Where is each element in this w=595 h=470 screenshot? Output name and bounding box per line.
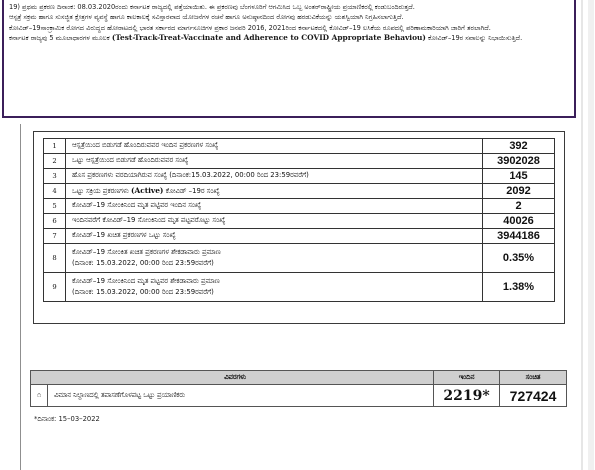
date-footnote: *ದಿನಾಂಕ: 15–03–2022 <box>34 415 100 423</box>
row-label: ಕೋವಿಡ್–19 ಖಚಿತ ಪ್ರಕರಣಗಳ ಒಟ್ಟು ಸಂಖ್ಯೆ <box>66 229 483 244</box>
intro-paragraph-1: 19) ಪ್ರಥಮ ಪ್ರಕರಣ ದಿನಾಂಕ: 08.03.2020ರಂದು ಕರ್ನಾಟಕ ರಾಜ್ಯದಲ್ಲಿ ಪತ್ತೆಯಾಯಿತು. ಈ ಪ್ರಕರಣವು ಬೆಂಗಳೂರಿಗೆ ಆಗಮಿಸಿದ ಒಬ್ಬ ಅಂತರ್‌ರಾಷ್ಟ್ರೀಯ ಪ್ರಯಾಣಿಕರಲ್ಲಿ ಕಂಡುಬಂದಿರುತ್ತದೆ. <box>9 3 415 11</box>
header-total: ಸಂಚಿತ <box>500 371 567 385</box>
row-label-line: ಕೋವಿಡ್–19 ಸೋಂಕಿನಿಂದ ಮೃತ ಪಟ್ಟವರ ಶೇಕಡಾವಾರು ಪ್ರಮಾಣ <box>72 276 220 285</box>
table-row <box>44 229 555 244</box>
row-label-suffix: ಕೋವಿಡ್ –19ರ ಸಂಖ್ಯೆ <box>165 186 220 195</box>
row-value: 145 <box>483 169 555 184</box>
intro-text-box <box>2 0 576 118</box>
table-row <box>44 139 555 154</box>
row-label-line: ಕೋವಿಡ್–19 ಸೋಂಕಿತ ಖಚಿತ ಪ್ರಕರಣಗಳ ಶೇಕಡಾವಾರು ಪ್ರಮಾಣ <box>72 247 221 256</box>
row-number: 8 <box>44 244 66 273</box>
row-value: 2 <box>483 199 555 214</box>
header-description: ವಿವರಗಳು <box>31 371 434 385</box>
row-label: ಒಟ್ಟು ಆಸ್ಪತ್ರೆಯಿಂದ ಬಿಡುಗಡೆ ಹೊಂದಿರುವವರ ಸಂಖ್ಯೆ <box>66 154 483 169</box>
row-label-date: (ದಿನಾಂಕ: 15.03.2022, 00:00 ರಿಂದ 23:59ರವರೆಗೆ) <box>72 288 214 296</box>
row-value: 0.35% <box>483 244 555 273</box>
row-value: 3944186 <box>483 229 555 244</box>
row-value: 392 <box>483 139 555 154</box>
row-label: ಹೊಸ ಪ್ರಕರಣಗಳು ವರದಿಯಾಗಿರುವ ಸಂಖ್ಯೆ (ದಿನಾಂಕ:15.03.2022, 00:00 ರಿಂದ 23:59ರವರೆಗೆ) <box>66 169 483 184</box>
row-value: 1.38% <box>483 273 555 302</box>
right-edge-stripe <box>581 0 583 470</box>
intro-paragraph-3: ಕೋವಿಡ್–19ಸಾಂಕ್ರಾಮಿಕ ರೋಗದ ವಿರುದ್ಧದ ಹೋರಾಟದಲ್ಲಿ ಭಾರತ ಸರ್ಕಾರದ ಮಾರ್ಗಸೂಚಿಗಳ ಪ್ರಕಾರ ಜನವರಿ 2016, 2021ರಿಂದ ಕರ್ನಾಟಕದಲ್ಲಿ ಕೋವಿಡ್–19 ಲಸಿಕೆಯ ರೂಪದಲ್ಲಿ ಪರಿಣಾಮಕಾರಿಯಾಗಿ ಜಾರಿಗೆ ತರಲಾಗಿದೆ. <box>9 23 491 32</box>
row-label: ಆಸ್ಪತ್ರೆಯಿಂದ ಬಿಡುಗಡೆ ಹೊಂದಿರುವವರ ಇಂದಿನ ಪ್ರಕರಣಗಳ ಸಂಖ್ಯೆ <box>66 139 483 154</box>
active-label: (Active) <box>130 185 164 195</box>
row-number: 3 <box>44 169 66 184</box>
row-label: ಇಂದಿನವರೆಗೆ ಕೋವಿಡ್–19 ಸೋಂಕಿನಿಂದ ಮೃತ ಪಟ್ಟವರೊಟ್ಟು ಸಂಖ್ಯೆ <box>66 214 483 229</box>
table-header-row <box>31 371 567 385</box>
row-value: 40026 <box>483 214 555 229</box>
table-row <box>44 214 555 229</box>
row-number: 9 <box>44 273 66 302</box>
intro-paragraph-4 <box>9 33 566 43</box>
row-description: ವಿಮಾನ ನಿಲ್ದಾಣದಲ್ಲಿ ತಪಾಸಣೆಗೊಳಪಟ್ಟ ಒಟ್ಟು ಪ್ರಯಾಣಿಕರು <box>47 385 433 407</box>
row-number: ೧ <box>31 385 48 407</box>
row-today-value: 2219* <box>434 385 500 407</box>
row-number: 7 <box>44 229 66 244</box>
table-row <box>44 273 555 302</box>
strategy-title: (Test-Track-Treat-Vaccinate and Adherence to COVID Appropriate Behaviou) <box>111 33 426 43</box>
row-number: 1 <box>44 139 66 154</box>
table-row <box>44 244 555 273</box>
details-table <box>30 370 567 407</box>
intro-paragraph-4-prefix: ಕರ್ನಾಟಕ ರಾಜ್ಯವು 5 ಮೂಲಾಧಾರಗಳ ಮೂಲಕ <box>9 34 110 43</box>
row-label: ಕೋವಿಡ್–19 ಸೋಂಕಿನಿಂದ ಮೃತ ಪಟ್ಟಿವರ ಇಂದಿನ ಸಂಖ್ಯೆ <box>66 199 483 214</box>
intro-paragraph-4-suffix: ಕೋವಿಡ್–19ರ ಸವಾಲನ್ನು ನಿಭಾಯಿಸುತ್ತಿದೆ. <box>428 34 523 43</box>
row-number: 5 <box>44 199 66 214</box>
intro-paragraph-2: ಆಸ್ಪತ್ರೆ ಸಕ್ರಮ ಹಾಗೂ ಸುಸಜ್ಜಿತ ಕ್ಷೇತ್ರಗಳ ವ್ಯವಸ್ಥೆ ಹಾಗೂ ಕಾಲಕಾಲಕ್ಕೆ ಸವಿಸ್ತಾರವಾದ ಯೋಜನೆಗಳ ರಚನೆ ಹಾಗೂ ಅನುಷ್ಠಾನದಿಂದ ರೋಗವು ಹರಡುವಿಕೆಯನ್ನು ಯಶಸ್ವಿಯಾಗಿ ನಿಗ್ರಹಿಸಲಾಗುತ್ತಿದೆ. <box>9 13 404 22</box>
row-label <box>66 244 483 273</box>
row-label <box>66 273 483 302</box>
table-row <box>44 199 555 214</box>
row-number: 4 <box>44 184 66 199</box>
stats-panel <box>33 131 565 324</box>
left-margin-rule <box>20 124 21 470</box>
right-edge-stripe <box>588 0 594 470</box>
header-today: ಇಂದಿನ <box>434 371 500 385</box>
row-label <box>66 184 483 199</box>
table-row <box>44 154 555 169</box>
row-number: 2 <box>44 154 66 169</box>
row-number: 6 <box>44 214 66 229</box>
stats-table <box>43 138 555 302</box>
table-row <box>44 169 555 184</box>
row-label-date: (ದಿನಾಂಕ: 15.03.2022, 00:00 ರಿಂದ 23:59ರವರೆಗೆ) <box>72 259 214 267</box>
table-row <box>31 385 567 407</box>
row-label-prefix: ಒಟ್ಟು ಸಕ್ರಿಯ ಪ್ರಕರಣಗಳು <box>72 186 129 195</box>
table-row <box>44 184 555 199</box>
row-value: 3902028 <box>483 154 555 169</box>
row-total-value: 727424 <box>500 385 567 407</box>
row-value: 2092 <box>483 184 555 199</box>
